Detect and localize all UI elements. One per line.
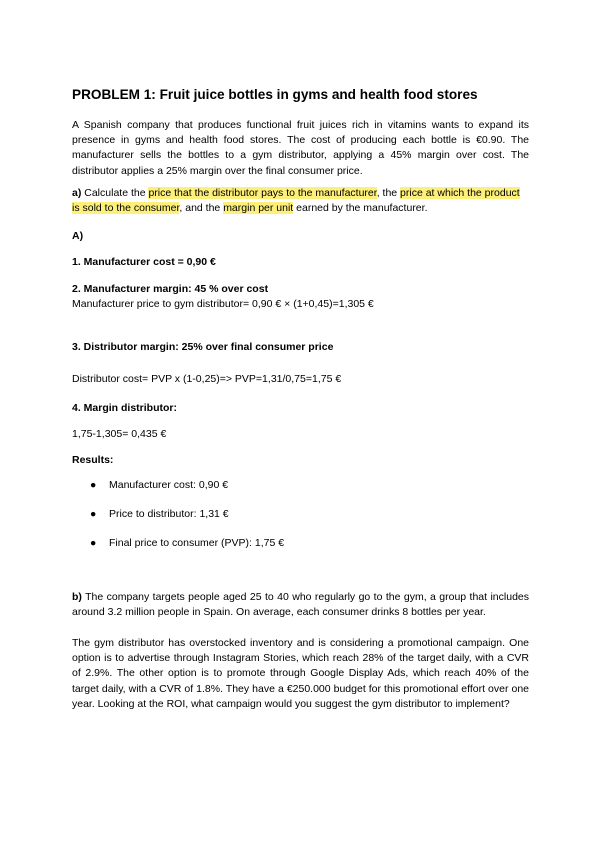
bullet-icon: ● bbox=[90, 479, 97, 491]
results-item bbox=[72, 478, 472, 507]
step3-heading: 3. Distributor margin: 25% over final consumer price bbox=[72, 341, 334, 353]
question-a bbox=[72, 186, 529, 216]
results-heading: Results: bbox=[72, 454, 114, 466]
bullet-icon: ● bbox=[90, 537, 97, 549]
step4-heading: 4. Margin distributor: bbox=[72, 402, 177, 414]
results-item-text: Final price to consumer (PVP): 1,75 € bbox=[109, 537, 285, 549]
answer-heading: A) bbox=[72, 230, 84, 242]
question-b-label: b) bbox=[72, 591, 82, 603]
results-item bbox=[72, 536, 472, 565]
question-a-text-1: Calculate the bbox=[81, 187, 149, 199]
results-item bbox=[72, 507, 472, 536]
page-title: PROBLEM 1: Fruit juice bottles in gyms and health food stores bbox=[72, 87, 478, 102]
results-item-text: Price to distributor: 1,31 € bbox=[109, 508, 229, 520]
question-a-label: a) bbox=[72, 187, 82, 199]
results-item-text: Manufacturer cost: 0,90 € bbox=[109, 479, 229, 491]
question-b-continued bbox=[72, 636, 529, 712]
question-a-text-2: , the bbox=[376, 187, 401, 199]
question-b-paragraph-2: The gym distributor has overstocked inventory and is considering a promotional campaign. One option is to advertise through Instagram Stories, which reach 28% of the target daily, with a CVR of 2.9%. The other option is to promote through Google Display Ads, which reach 40% of the target daily, with a CVR of 1.8%. They have a €250.000 budget for this promotional effort over one year. Looking at the ROI, what campaign would you suggest the gym distributor to implement? bbox=[72, 637, 529, 710]
step2-text: Manufacturer price to gym distributor= 0,90 € × (1+0,45)=1,305 € bbox=[72, 298, 374, 310]
results-list bbox=[72, 478, 472, 565]
step2-heading: 2. Manufacturer margin: 45 % over cost bbox=[72, 283, 269, 295]
intro-paragraph: A Spanish company that produces functional fruit juices rich in vitamins wants to expand its presence in gyms and health food stores. The cost of producing each bottle is €0.90. The manufacturer sells the bottles to a gym distributor, applying a 45% margin over cost. The distributor applies a 25% margin over the final consumer price. bbox=[72, 119, 529, 177]
question-b-paragraph-1: The company targets people aged 25 to 40 who regularly go to the gym, a group that includes around 3.2 million people in Spain. On average, each consumer drinks 8 bottles per year. bbox=[72, 591, 529, 619]
step4-text: 1,75-1,305= 0,435 € bbox=[72, 428, 167, 440]
question-a-text-3: , and the bbox=[179, 202, 224, 215]
step3-text: Distributor cost= PVP x (1-0,25)=> PVP=1,31/0,75=1,75 € bbox=[72, 373, 342, 385]
highlight-consumer-price: price at which the product is sold to the consumer bbox=[72, 187, 520, 215]
highlight-margin-per-unit: margin per unit bbox=[223, 202, 294, 215]
highlight-distributor-price: price that the distributor pays to the manufacturer bbox=[148, 187, 377, 199]
question-a-text-4: earned by the manufacturer. bbox=[293, 202, 428, 215]
bullet-icon: ● bbox=[90, 508, 97, 520]
step1-heading: 1. Manufacturer cost = 0,90 € bbox=[72, 256, 216, 268]
question-b bbox=[72, 590, 529, 620]
